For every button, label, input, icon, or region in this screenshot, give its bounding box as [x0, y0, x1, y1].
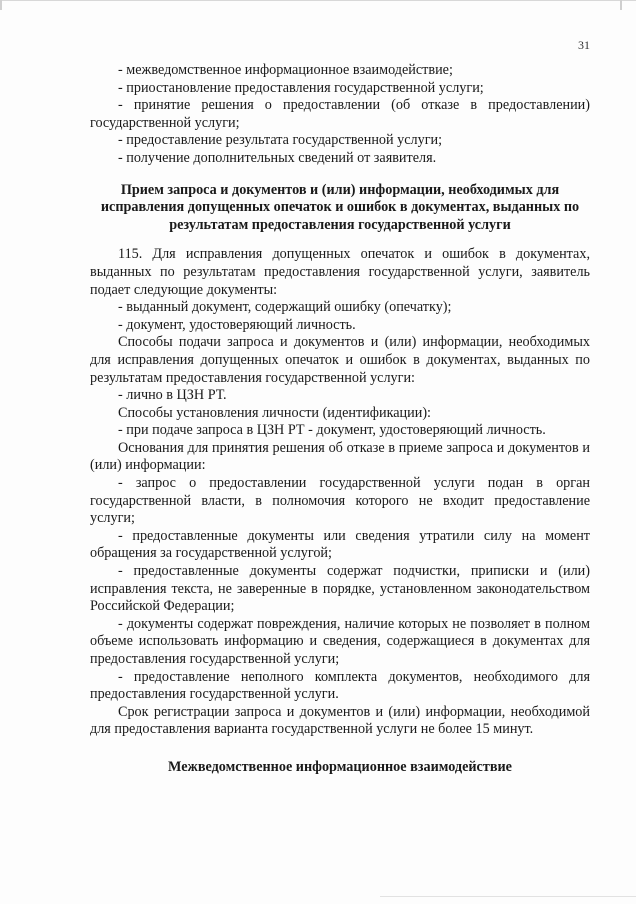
page-number: 31: [578, 38, 590, 52]
list-item: - запрос о предоставлении государственной услуги подан в орган государственной власти, в полномочия которого не входит предоставление услуги;: [90, 475, 590, 527]
list-item: - предоставление результата государственной услуги;: [118, 132, 443, 149]
list-item: - предоставление неполного комплекта документов, необходимого для предоставления государственной услуги.: [90, 668, 590, 703]
section-heading: Межведомственное информационное взаимодействие: [168, 758, 512, 775]
list-item: - межведомственное информационное взаимодействие;: [118, 62, 453, 78]
list-item: - приостановление предоставления государственной услуги;: [118, 79, 484, 96]
list-item: - предоставленные документы содержат подчистки, приписки и (или) исправления текста, не заверенные в порядке, установленном законодательством Российской Федерации;: [90, 563, 590, 615]
paragraph: 115. Для исправления допущенных опечаток и ошибок в документах, выданных по результатам предоставления государственной услуги, заявитель подает следующие документы:: [90, 246, 590, 298]
list-item: - документ, удостоверяющий личность.: [118, 316, 356, 333]
paragraph: Способы установления личности (идентификации):: [118, 404, 431, 421]
scan-mark-right: [620, 0, 622, 10]
list-item: - предоставленные документы или сведения утратили силу на момент обращения за государственной услугой;: [90, 527, 590, 562]
paragraph: Способы подачи запроса и документов и (или) информации, необходимых для исправления допущенных опечаток и ошибок в документах, выданных по результатам предоставления государственной услуги:: [90, 334, 590, 386]
scan-edge-top: [0, 0, 636, 7]
list-item: - при подаче запроса в ЦЗН РТ - документ, удостоверяющий личность.: [118, 422, 546, 439]
list-item: - принятие решения о предоставлении (об отказе в предоставлении) государственной услуги;: [90, 97, 590, 131]
list-item: - получение дополнительных сведений от заявителя.: [118, 149, 437, 166]
paragraph: Срок регистрации запроса и документов и (или) информации, необходимой для предоставления варианта государственной услуги не более 15 минут.: [90, 703, 590, 738]
list-item: - лично в ЦЗН РТ.: [118, 387, 227, 404]
section-heading: Прием запроса и документов и (или) информации, необходимых для исправления допущенных опечаток и ошибок в документах, выданных по результатам предоставления государственной услуги: [100, 181, 580, 233]
paragraph: Основания для принятия решения об отказе в приеме запроса и документов и (или) информации:: [90, 439, 590, 474]
scan-mark-left: [0, 0, 2, 10]
list-item: - документы содержат повреждения, наличие которых не позволяет в полном объеме использовать информацию и сведения, содержащиеся в документах для предоставления государственной услуги;: [90, 615, 590, 667]
list-item: - выданный документ, содержащий ошибку (опечатку);: [118, 299, 452, 316]
document-body: [90, 62, 590, 789]
